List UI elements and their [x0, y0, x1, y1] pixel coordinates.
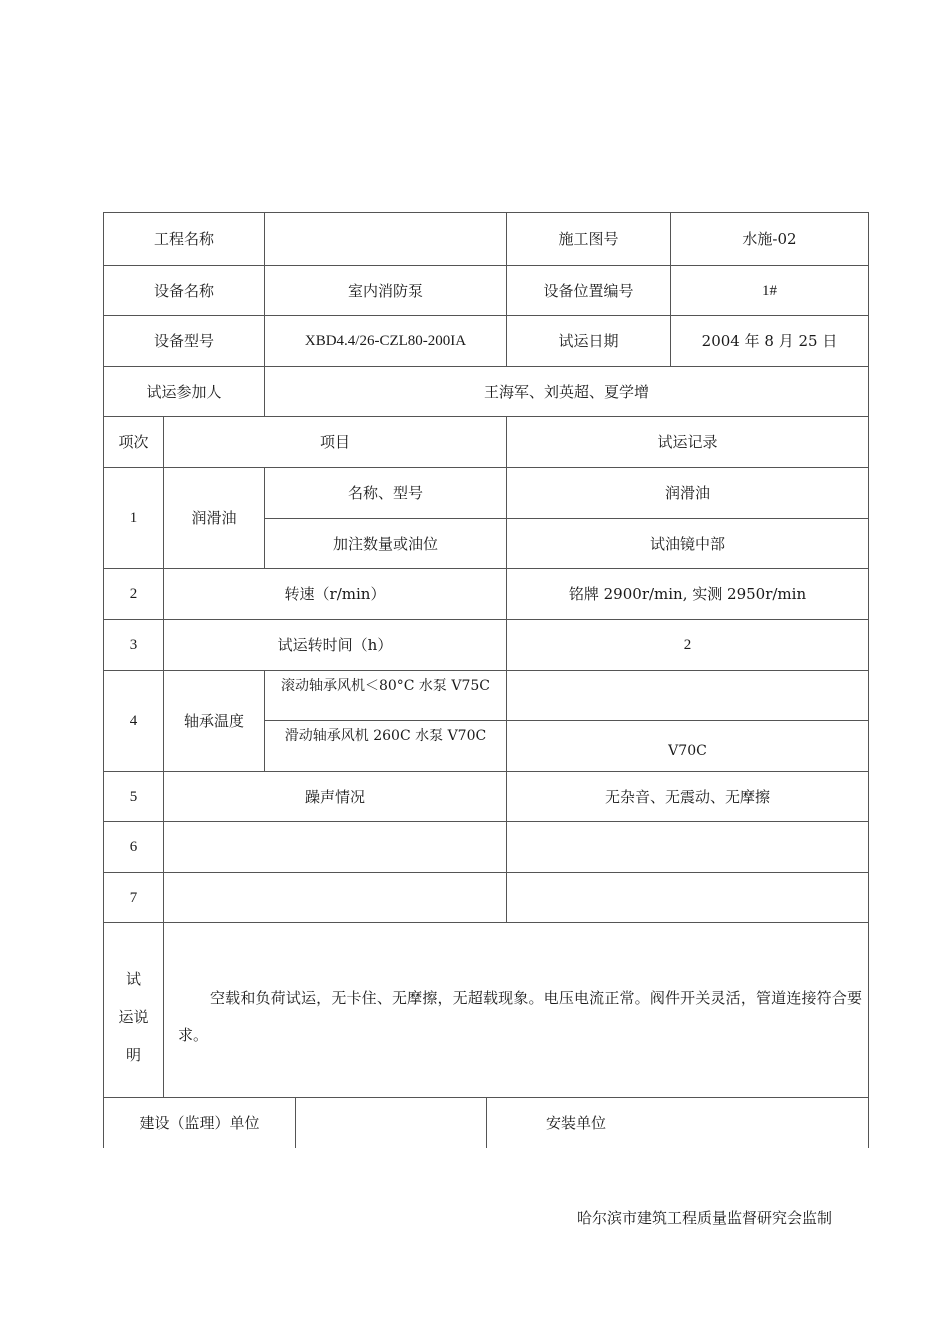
notes-label-line: 运说 — [118, 1008, 149, 1026]
participants-value: 王海军、刘英超、夏学增 — [483, 382, 649, 401]
rule — [868, 212, 869, 1148]
column-header-record: 试运记录 — [657, 433, 718, 451]
row-number: 7 — [129, 889, 138, 906]
sub-item: 名称、型号 — [347, 484, 423, 502]
date-label: 试运日期 — [558, 332, 619, 350]
model-value: XBD4.4/26-CZL80-200IA — [304, 333, 467, 349]
item-label: 转速（r/min） — [284, 585, 386, 603]
record-value — [507, 873, 868, 922]
record-value — [507, 671, 868, 720]
issuer-footer: 哈尔滨市建筑工程质量监督研究会监制 — [577, 1209, 833, 1227]
row-number: 1 — [129, 510, 138, 526]
sub-item: 滑动轴承风机 260C 水泵 V70C — [284, 727, 487, 744]
column-header-item: 项目 — [319, 433, 350, 451]
item-label — [164, 873, 506, 922]
item-label: 试运转时间（h） — [277, 636, 393, 654]
rule — [486, 1097, 487, 1148]
record-value: 试油镜中部 — [649, 534, 725, 553]
record-value — [507, 822, 868, 872]
model-label: 设备型号 — [153, 332, 214, 350]
row-number: 4 — [129, 713, 138, 729]
owner-value — [296, 1098, 486, 1148]
installer-label: 安装单位 — [546, 1114, 607, 1132]
record-value: 无杂音、无震动、无摩擦 — [604, 787, 770, 806]
row-group-label: 轴承温度 — [183, 712, 244, 730]
notes-label-line: 明 — [125, 1046, 141, 1064]
notes-text: 空载和负荷试运，无卡住、无摩擦，无超载现象。电压电流正常。阀件开关灵活，管道连接符合要求。 — [178, 989, 862, 1044]
row-number: 6 — [129, 839, 138, 855]
row-number: 5 — [129, 788, 138, 805]
sub-item: 加注数量或油位 — [332, 534, 438, 553]
project-name-value — [265, 213, 506, 265]
sub-item: 滚动轴承风机＜80°C 水泵 V75C — [280, 677, 491, 694]
record-value: 2 — [683, 637, 692, 653]
record-value: V70C — [668, 742, 707, 759]
item-label — [164, 822, 506, 872]
row-number: 2 — [129, 586, 138, 602]
item-label: 躁声情况 — [304, 787, 365, 806]
project-name-label: 工程名称 — [153, 230, 214, 248]
owner-label: 建设（监理）单位 — [139, 1114, 260, 1132]
row-group-label: 润滑油 — [191, 509, 237, 527]
column-header-seq: 项次 — [118, 433, 149, 451]
participants-label: 试运参加人 — [146, 382, 222, 401]
record-value: 铭牌 2900r/min, 实测 2950r/min — [568, 585, 807, 603]
equipment-name-label: 设备名称 — [153, 281, 214, 300]
notes-label-line: 试 — [125, 970, 141, 988]
location-no-label: 设备位置编号 — [543, 281, 634, 300]
record-value: 润滑油 — [664, 484, 710, 502]
rule — [103, 922, 869, 923]
drawing-no-label: 施工图号 — [558, 230, 619, 248]
row-number: 3 — [129, 637, 138, 653]
date-value: 2004 年 8 月 25 日 — [701, 332, 838, 350]
equipment-name-value: 室内消防泵 — [347, 281, 423, 300]
location-no-value: 1# — [762, 282, 777, 299]
drawing-no-value: 水施-02 — [742, 230, 797, 248]
notes-label — [104, 960, 163, 1074]
